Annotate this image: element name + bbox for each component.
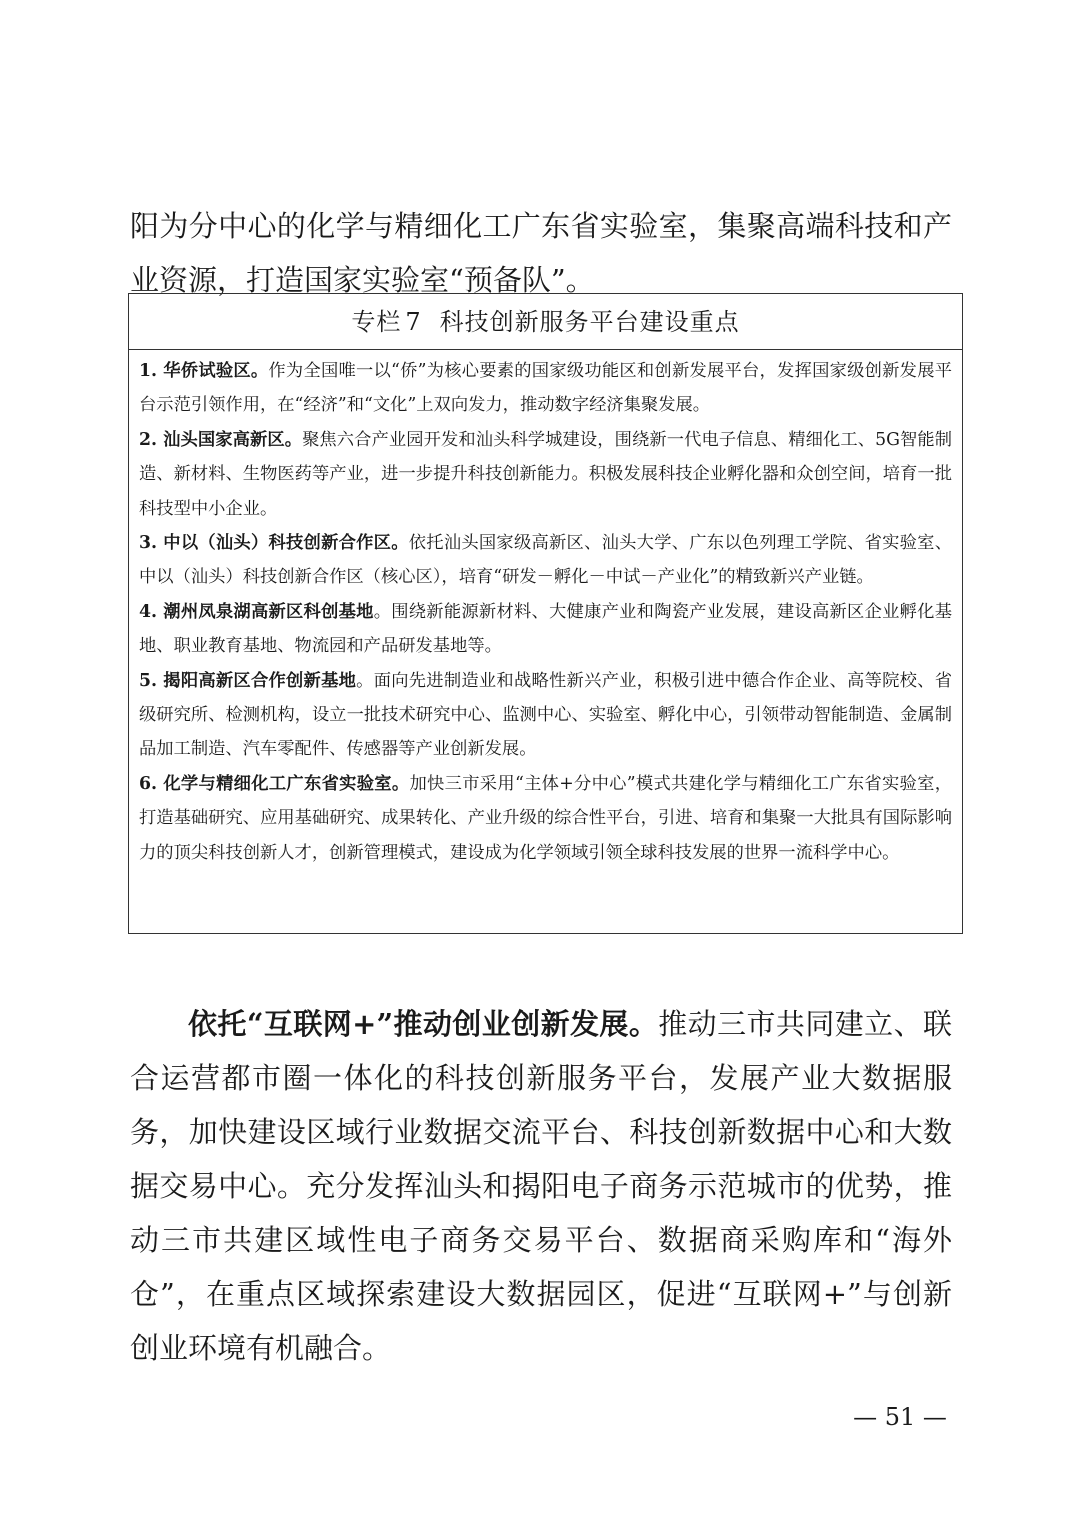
item-heading: 3. 中以（汕头）科技创新合作区。 bbox=[139, 533, 409, 554]
item-heading: 5. 揭阳高新区合作创新基地 bbox=[139, 670, 357, 691]
special-column-title bbox=[129, 294, 962, 350]
item-text: 。面向先进制造业和战略性新兴产业，积极引进中德合作企业、高等院校、省级研究所、检测机构，设立一批技术研究中心、监测中心、实验室、孵化中心，引领带动智能制造、金属制品加工制造、汽车零配件、传感器等产业创新发展。 bbox=[139, 670, 952, 760]
column-item bbox=[139, 423, 952, 526]
column-item bbox=[139, 595, 952, 664]
item-text: 作为全国唯一以“侨”为核心要素的国家级功能区和创新发展平台，发挥国家级创新发展平台示范引领作用，在“经济”和“文化”上双向发力，推动数字经济集聚发展。 bbox=[139, 361, 952, 416]
column-item bbox=[139, 664, 952, 767]
item-heading: 2. 汕头国家高新区。 bbox=[139, 429, 303, 450]
item-text: 。围绕新能源新材料、大健康产业和陶瓷产业发展，建设高新区企业孵化基地、职业教育基地、物流园和产品研发基地等。 bbox=[139, 601, 952, 657]
item-heading: 4. 潮州凤泉湖高新区科创基地 bbox=[139, 601, 374, 622]
internet-plus-paragraph bbox=[130, 997, 952, 1375]
item-heading: 6. 化学与精细化工广东省实验室。 bbox=[139, 773, 410, 794]
special-column-box bbox=[128, 293, 963, 934]
paragraph-body: 推动三市共同建立、联合运营都市圈一体化的科技创新服务平台，发展产业大数据服务，加快建设区域行业数据交流平台、科技创新数据中心和大数据交易中心。充分发挥汕头和揭阳电子商务示范城市的优势，推动三市共建区域性电子商务交易平台、数据商采购库和“海外仓”，在重点区域探索建设大数据园区，促进“互联网+”与创新创业环境有机融合。 bbox=[130, 1007, 952, 1365]
column-title-text: 科技创新服务平台建设重点 bbox=[439, 308, 740, 336]
paragraph-heading: 依托“互联网+”推动创业创新发展。 bbox=[188, 1007, 659, 1041]
column-item bbox=[139, 767, 952, 870]
item-heading: 1. 华侨试验区。 bbox=[139, 361, 269, 381]
column-label: 专栏 bbox=[351, 308, 402, 336]
intro-paragraph: 阳为分中心的化学与精细化工广东省实验室，集聚高端科技和产业资源，打造国家实验室“预备队”。 bbox=[130, 209, 952, 297]
item-text: 依托汕头国家级高新区、汕头大学、广东以色列理工学院、省实验室、中以（汕头）科技创新合作区（核心区），培育“研发－孵化－中试－产业化”的精致新兴产业链。 bbox=[139, 533, 952, 588]
page-number: — 51 — bbox=[853, 1403, 947, 1431]
column-item bbox=[139, 526, 952, 595]
item-text: 聚焦六合产业园开发和汕头科学城建设，围绕新一代电子信息、精细化工、5G智能制造、新材料、生物医药等产业，进一步提升科技创新能力。积极发展科技企业孵化器和众创空间，培育一批科技型中小企业。 bbox=[139, 429, 952, 519]
column-number: 7 bbox=[405, 308, 422, 336]
column-item bbox=[139, 354, 952, 423]
special-column-body bbox=[129, 350, 962, 870]
item-text: 加快三市采用“主体+分中心”模式共建化学与精细化工广东省实验室，打造基础研究、应用基础研究、成果转化、产业升级的综合性平台，引进、培育和集聚一大批具有国际影响力的顶尖科技创新人才，创新管理模式，建设成为化学领域引领全球科技发展的世界一流科学中心。 bbox=[139, 773, 952, 863]
